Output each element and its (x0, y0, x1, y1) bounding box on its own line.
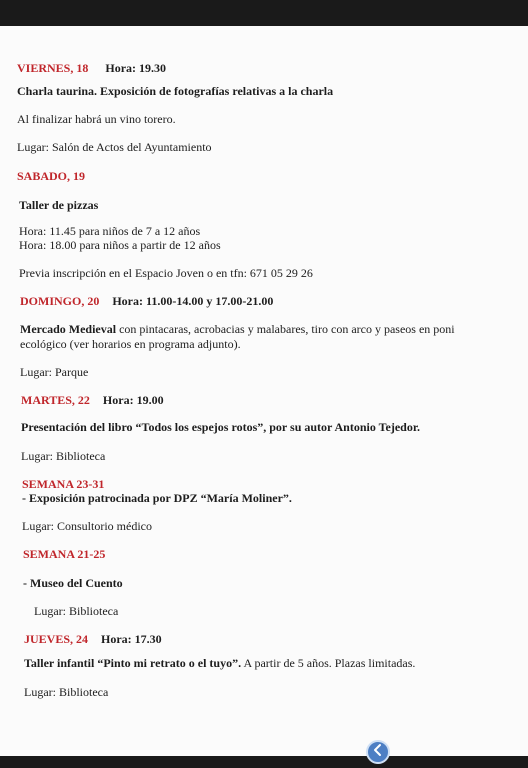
event-day-header (24, 632, 162, 646)
event-time: Hora: 18.00 para niños a partir de 12 años (19, 238, 221, 252)
event-day: SEMANA 23-31 (22, 477, 105, 491)
event-title: Charla taurina. Exposición de fotografías relativas a la charla (17, 84, 334, 98)
event-place: Lugar: Parque (20, 365, 89, 379)
event-day-header (21, 393, 164, 407)
event-place: Lugar: Biblioteca (24, 685, 109, 699)
document-page (0, 26, 528, 756)
event-title: - Exposición patrocinada por DPZ “María Moliner”. (22, 491, 292, 505)
event-title-bold: Mercado Medieval (20, 322, 117, 336)
event-title-rest: con pintacaras, acrobacias y malabares, tiro con arco y paseos en poni (116, 322, 455, 336)
event-title (24, 656, 415, 670)
arrow-left-icon (371, 743, 385, 762)
event-time: Hora: 11.45 para niños de 7 a 12 años (19, 224, 201, 238)
event-day: JUEVES, 24 (24, 632, 89, 646)
event-place: Lugar: Biblioteca (21, 449, 106, 463)
event-day: MARTES, 22 (21, 393, 90, 407)
event-note: Previa inscripción en el Espacio Joven o en tfn: 671 05 29 26 (19, 266, 313, 280)
event-place: Lugar: Biblioteca (34, 604, 119, 618)
event-time: Hora: 19.30 (105, 61, 167, 75)
event-day: SABADO, 19 (17, 169, 86, 183)
event-day-header (20, 294, 273, 308)
bottom-bar (0, 756, 528, 768)
event-day: DOMINGO, 20 (20, 294, 100, 308)
event-title: - Museo del Cuento (23, 576, 123, 590)
event-title-line2: ecológico (ver horarios en programa adjunto). (20, 337, 241, 351)
event-day-header (17, 61, 166, 75)
back-button[interactable] (366, 740, 390, 764)
event-day: SEMANA 21-25 (23, 547, 106, 561)
event-title-bold: Taller infantil “Pinto mi retrato o el tuyo”. (24, 656, 242, 670)
event-time: Hora: 19.00 (102, 393, 164, 407)
event-title-rest: A partir de 5 años. Plazas limitadas. (241, 656, 416, 670)
event-time: Hora: 11.00-14.00 y 17.00-21.00 (112, 294, 274, 308)
event-note: Al finalizar habrá un vino torero. (17, 112, 176, 126)
event-place: Lugar: Salón de Actos del Ayuntamiento (17, 140, 212, 154)
event-time: Hora: 17.30 (101, 632, 162, 646)
event-title (20, 322, 455, 336)
event-day: VIERNES, 18 (17, 61, 89, 75)
event-place: Lugar: Consultorio médico (22, 519, 152, 533)
event-title: Presentación del libro “Todos los espejos rotos”, por su autor Antonio Tejedor. (21, 420, 421, 434)
event-title: Taller de pizzas (19, 198, 99, 212)
